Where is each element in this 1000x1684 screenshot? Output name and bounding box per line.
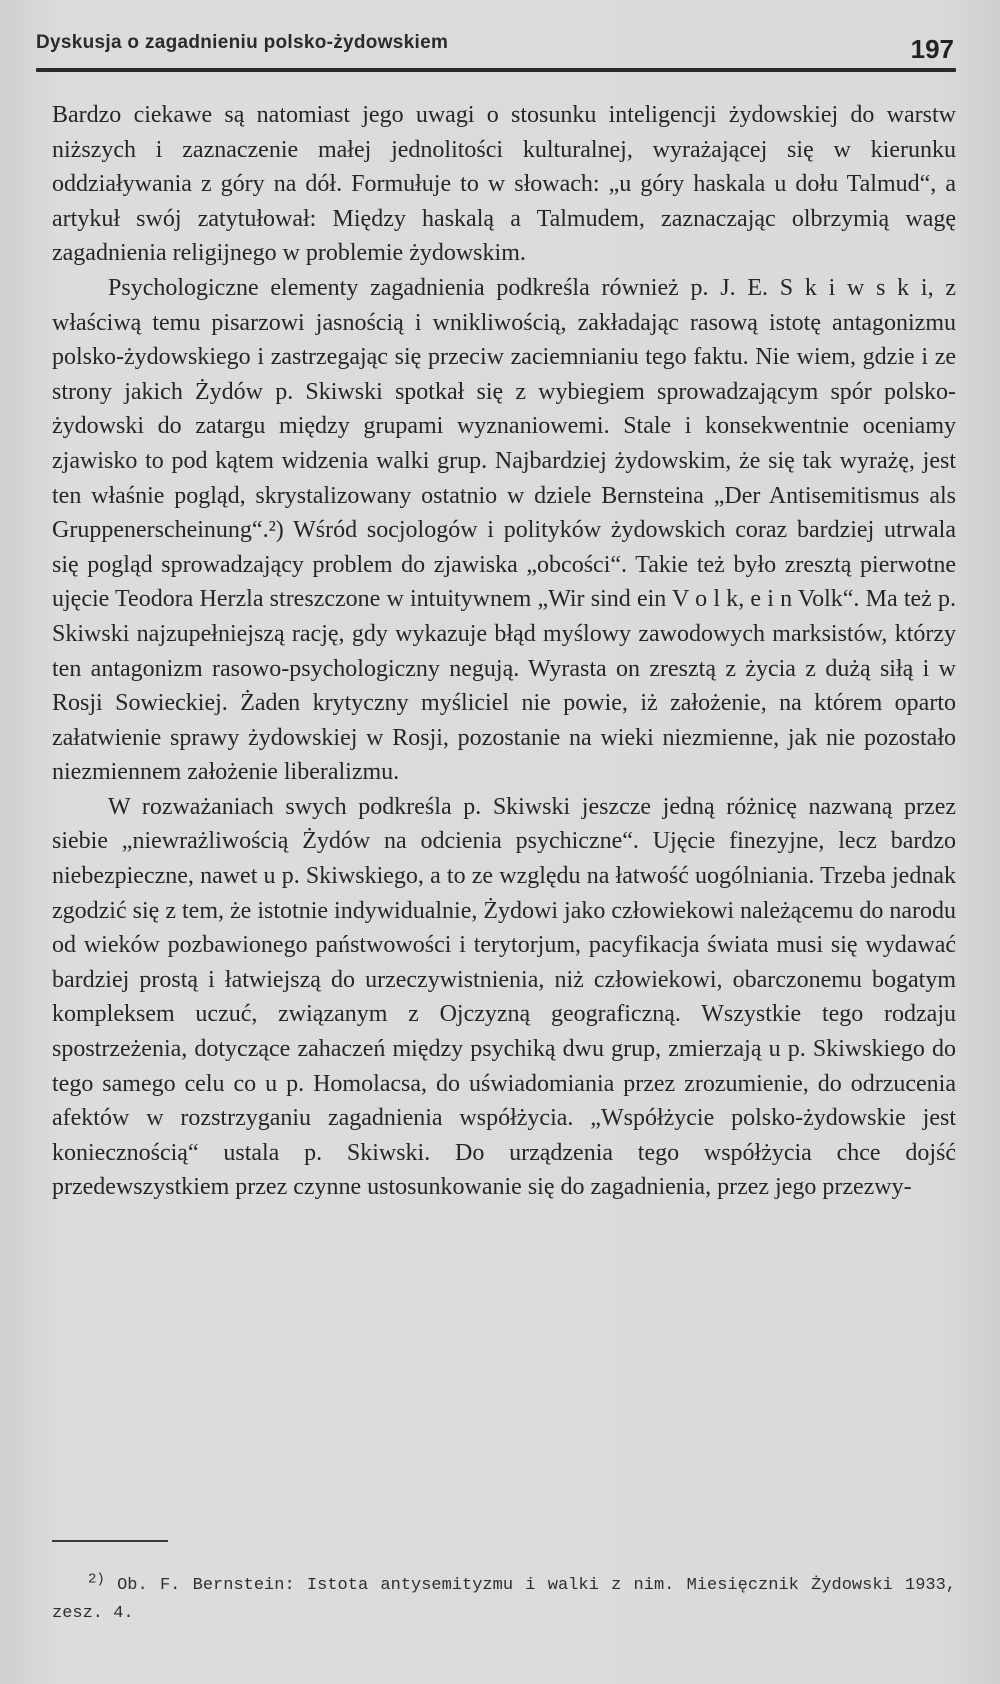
paragraph-3: W rozważaniach swych podkreśla p. Skiwski jeszcze jedną różnicę nazwaną przez siebie „niewrażliwością Żydów na odcienia psychiczne“. Ujęcie finezyjne, lecz bardzo niebezpieczne, nawet u p. Skiwskiego, a to ze względu na łatwość uogólniania. Trzeba jednak zgodzić się z tem, że istotnie indywidualnie, Żydowi jako człowiekowi należącemu do narodu od wieków pozbawionego państwowości i terytorjum, pacyfikacja świata musi się wydawać bardziej prostą i łatwiejszą do urzeczywistnienia, niż człowiekowi, obarczonemu bogatym kompleksem uczuć, związanym z Ojczyzną geograficzną. Wszystkie tego rodzaju spostrzeżenia, dotyczące zahaczeń między psychiką dwu grup, zmierzają u p. Skiwskiego do tego samego celu co u p. Homolacsa, do uświadomiania przez zrozumienie, do odrzucenia afektów w rozstrzyganiu zagadnienia współżycia. „Współżycie polsko-żydowskie jest koniecznością“ ustala p. Skiwski. Do urządzenia tego współżycia chce dojść przedewszystkiem przez czynne ustosunkowanie się do zagadnienia, przez jego przezwy- (52, 793, 956, 1201)
running-head: Dyskusja o zagadnieniu polsko-żydowskiem (36, 32, 449, 53)
footnote-mark: 2) (88, 1571, 105, 1588)
paragraph-1: Bardzo ciekawe są natomiast jego uwagi o stosunku inteligencji żydowskiej do warstw niższych i zaznaczenie małej jednolitości kulturalnej, wyrażającej się w kierunku oddziaływania z góry na dół. Formułuje to w słowach: „u góry haskala u dołu Talmud“, a artykuł swój zatytułował: Między haskalą a Talmudem, zaznaczając olbrzymią wagę zagadnienia religijnego w problemie żydowskim. (52, 102, 956, 267)
page-number: 197 (910, 34, 954, 64)
footnote-text: Ob. F. Bernstein: Istota antysemityzmu i walki z nim. Miesięcznik Żydowski 1933, zesz. 4. (52, 1576, 956, 1623)
page-header (36, 30, 956, 68)
body-text (52, 98, 956, 1205)
footnote-2 (52, 1572, 956, 1628)
header-rule (36, 68, 956, 72)
paragraph-2: Psychologiczne elementy zagadnienia podkreśla również p. J. E. S k i w s k i, z właściwą temu pisarzowi jasnością i wnikliwością, zakładając rasową istotę antagonizmu polsko-żydowskiego i zastrzegając się przeciw zaciemnianiu tego faktu. Nie wiem, gdzie i ze strony jakich Żydów p. Skiwski spotkał się z wybiegiem sprowadzającym spór polsko-żydowski do zatargu między grupami wyznaniowemi. Stale i konsekwentnie oceniamy zjawisko to pod kątem widzenia walki grup. Najbardziej żydowskim, że się tak wyrażę, jest ten właśnie pogląd, skrystalizowany ostatnio w dziele Bernsteina „Der Antisemitismus als Gruppenerscheinung“.²) Wśród socjologów i polityków żydowskich coraz bardziej utrwala się pogląd sprowadzający problem do zjawiska „obcości“. Takie też było zresztą pierwotne ujęcie Teodora Herzla streszczone w intuitywnem „Wir sind ein V o l k, e i n Volk“. Ma też p. Skiwski najzupełniejszą rację, gdy wykazuje błąd myślowy zawodowych marksistów, którzy ten antagonizm rasowo-psychologiczny negują. Wyrasta on zresztą z życia z dużą siłą i w Rosji Sowieckiej. Żaden krytyczny myśliciel nie powie, iż założenie, na którem oparto załatwienie sprawy żydowskiej w Rosji, pozostanie na wieki niezmienne, jak nie pozostało niezmiennem założenie liberalizmu. (52, 274, 956, 786)
footnotes (52, 1572, 956, 1628)
footnote-rule (52, 1540, 168, 1542)
